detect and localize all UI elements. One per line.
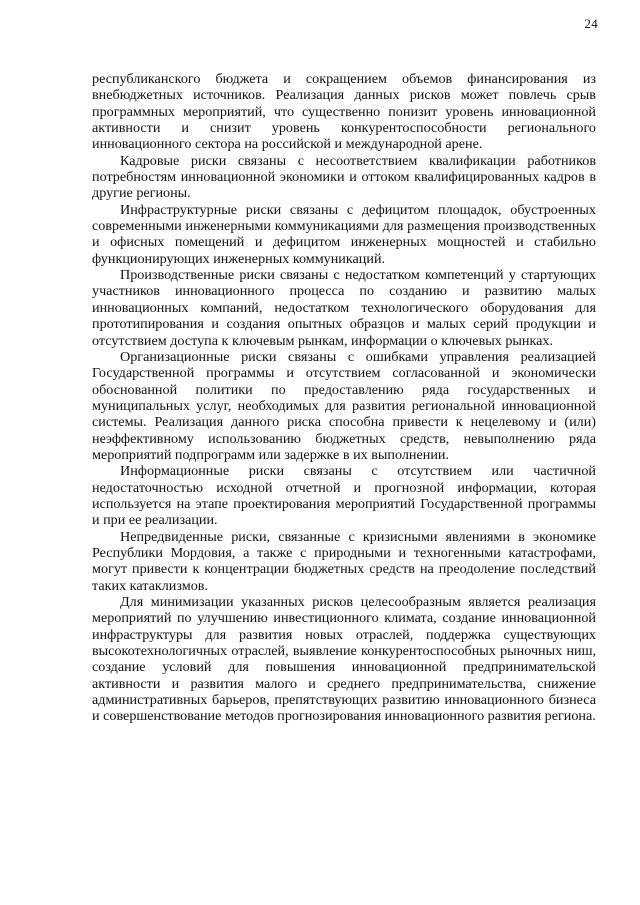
paragraph-production-risks: Производственные риски связаны с недостатком компетенций у стартующих участников инновационного процесса по созданию и развитию малых инновационных компаний, недостатком технологического оборудования для прототипирования и создания опытных образцов и малых серий продукции и отсутствием доступа к ключевым рынкам, информации о ключевых рынках. — [92, 267, 596, 349]
body-text — [92, 71, 596, 725]
paragraph-unforeseen-risks: Непредвиденные риски, связанные с кризисными явлениями в экономике Республики Мордовия, а также с природными и техногенными катастрофами, могут привести к концентрации бюджетных средств на преодоление последствий таких катаклизмов. — [92, 528, 596, 594]
paragraph-organizational-risks: Организационные риски связаны с ошибками управления реализацией Государственной программы и отсутствием согласованной и экономически обоснованной политики по предоставлению ряда государственных и муниципальных услуг, необходимых для развития региональной инновационной системы. Реализация данного риска способна привести к нецелевому и (или) неэффективному использованию бюджетных средств, невыполнению ряда мероприятий подпрограмм или задержке в их выполнении. — [92, 348, 596, 463]
paragraph-personnel-risks: Кадровые риски связаны с несоответствием квалификации работников потребностям инновационной экономики и оттоком квалифицированных кадров в другие регионы. — [92, 152, 596, 202]
paragraph-budget-risks-continued: республиканского бюджета и сокращением объемов финансирования из внебюджетных источников. Реализация данных рисков может повлечь срыв программных мероприятий, что существенно понизит уровень инновационной активности и снизит уровень конкурентоспособности регионального инновационного сектора на российской и международной арене. — [92, 71, 596, 153]
page-number: 24 — [584, 16, 598, 31]
paragraph-information-risks: Информационные риски связаны с отсутствием или частичной недостаточностью исходной отчетной и прогнозной информации, которая используется на этапе проектирования мероприятий Государственной программы и при ее реализации. — [92, 463, 596, 529]
paragraph-infrastructure-risks: Инфраструктурные риски связаны с дефицитом площадок, обустроенных современными инженерными коммуникациями для размещения производственных и офисных помещений и дефицитом инженерных мощностей и стабильно функционирующих инженерных коммуникаций. — [92, 201, 596, 267]
paragraph-risk-mitigation: Для минимизации указанных рисков целесообразным является реализация мероприятий по улучшению инвестиционного климата, создание инновационной инфраструктуры для развития новых отраслей, поддержка существующих высокотехнологичных отраслей, выявление конкурентоспособных рыночных ниш, создание условий для повышения инновационной предпринимательской активности и развития малого и среднего предпринимательства, снижение административных барьеров, препятствующих развитию инновационного бизнеса и совершенствование методов прогнозирования инновационного развития региона. — [92, 594, 596, 725]
